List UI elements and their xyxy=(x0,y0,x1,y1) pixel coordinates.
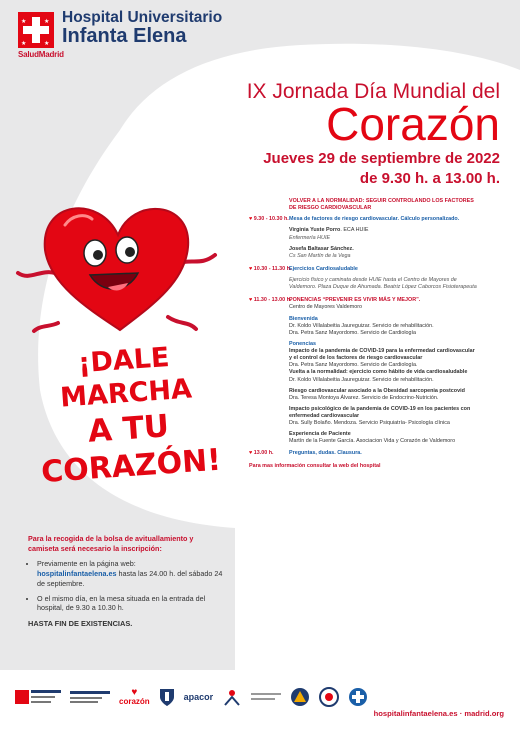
slogan-line1: ¡DALE xyxy=(77,341,171,380)
slogan-line2: MARCHA xyxy=(59,373,193,414)
team-logo-icon xyxy=(222,687,242,707)
registration-item-onsite: • O el mismo día, en la mesa situada en la entrada del hospital, de 9.30 a 10.30 h. xyxy=(37,594,223,613)
block3-title: PONENCIAS “PREVENIR ES VIVIR MÁS Y MEJOR”. xyxy=(289,297,421,304)
hospital-name-line2: Infanta Elena xyxy=(62,25,187,48)
block4-title: Preguntas, dudas. Clausura. xyxy=(289,449,362,456)
comunidad-madrid-logo-icon xyxy=(15,686,61,708)
salud-madrid-logo-icon xyxy=(18,12,54,48)
civil-protection-logo-icon xyxy=(290,687,310,707)
event-time: de 9.30 h. a 13.00 h. xyxy=(359,170,500,187)
svg-text:★: ★ xyxy=(21,40,27,47)
logo-caption: SaludMadrid xyxy=(18,50,64,59)
slogan xyxy=(30,339,224,491)
svg-text:★: ★ xyxy=(21,18,27,25)
heart-bullet-icon: ♥ xyxy=(249,297,253,304)
slogan-line4: CORAZÓN! xyxy=(40,442,223,491)
event-title-line1: IX Jornada Día Mundial del xyxy=(246,80,500,103)
sociedad-cardiologia-logo-icon xyxy=(70,686,110,708)
program-block-1: ♥ 9.30 - 10.30 h. Mesa de factores de riesgo cardiovascular. Cálculo personalizado. Virginia Yuste Porro. ECA HUIE Enfermería HUIE Josefa Baltasar Sánchez. Cs San Martín de la Vega xyxy=(249,216,504,260)
registration-link[interactable]: hospitalinfantaelena.es xyxy=(37,569,117,579)
emergency-logo-icon xyxy=(348,687,368,707)
heart-logo-icon: ♥ xyxy=(131,687,138,698)
program-schedule xyxy=(249,198,504,470)
heart-bullet-icon: ♥ xyxy=(249,216,253,223)
shield-logo-icon xyxy=(159,687,175,707)
running-heart-mascot-icon xyxy=(10,195,225,345)
program-block-4: ♥ 13.00 h. Preguntas, dudas. Clausura. xyxy=(249,450,504,457)
police-logo-icon xyxy=(319,687,339,707)
registration-heading: Para la recogida de la bolsa de avituallamiento y camiseta será necesario la inscripción: xyxy=(28,534,194,553)
fundacion-corazon-logo: ♥ corazón xyxy=(119,687,150,706)
block2-title: Ejercicios Cardiosaludable xyxy=(289,265,358,272)
heart-bullet-icon: ♥ xyxy=(249,449,253,456)
apacor-logo: apacor xyxy=(183,692,214,702)
heart-bullet-icon: ♥ xyxy=(249,265,253,272)
slogan-line3: A TU xyxy=(86,408,171,450)
more-info-text: Para mas información consultar la web del hospital xyxy=(249,462,381,469)
stock-note: HASTA FIN DE EXISTENCIAS. xyxy=(28,619,133,629)
event-title-line2: Corazón xyxy=(326,98,500,150)
program-heading: VOLVER A LA NORMALIDAD: SEGUIR CONTROLANDO LOS FACTORES DE RIESGO CARDIOVASCULAR xyxy=(289,198,474,212)
hospital-header xyxy=(18,9,223,59)
program-block-3: ♥ 11.30 - 13.00 h. PONENCIAS “PREVENIR ES VIVIR MÁS Y MEJOR”. Centro de Mayores Valdemoro Bienvenida Dr. Koldo Villalabeitia Jaureguizar. Servicio de rehabilitación. Dra. Petra Sanz Mayordomo. Servicio de Cardiología Ponencias Impacto de la pandemia de COVID-19 para la enfermedad cardiovascular y el control de los factores de riesgo cardiovascular Dra. Petra Sanz Mayordomo. Servicio de Cardiología. Vuelta a la normalidad: ejercicio como hábito de vida cardiosaludable Dr. Koldo Villalabeitia Jaureguizar. Servicio de rehabilitación. Riesgo cardiovascular asociado a la Obesidad sarcopenia postcovid Dra. Teresa Montoya Álvarez. Servicio de Endocrino-Nutrición. Impacto psicológico de la pandemia de COVID-19 en los pacientes con enfermedad cardiovascular Dra. Sully Bolaño. Mendoza. Servicio Psiquiatría- Psicología clínica Experiencia de Paciente Martín de la Fuente García. Asociacion Vida y Corazón de Valdemoro xyxy=(249,297,504,445)
svg-text:★: ★ xyxy=(44,40,50,47)
association-logo-icon xyxy=(251,687,281,707)
registration-info xyxy=(28,534,223,629)
block1-title: Mesa de factores de riesgo cardiovascular. Cálculo personalizado. xyxy=(289,216,460,223)
event-date: Jueves 29 de septiembre de 2022 xyxy=(263,150,500,167)
svg-text:★: ★ xyxy=(44,18,50,25)
footer-url[interactable]: hospitalinfantaelena.es · madrid.org xyxy=(373,709,504,718)
hospital-name-line1: Hospital Universitario xyxy=(62,9,223,26)
program-block-2: ♥ 10.30 - 11.30 h. Ejercicios Cardiosaludable Ejercicio físico y caminata desde HUIE hasta el Centro de Mayores de Valdemoro. Plaza Duque de Ahumada. Beatriz López Caborcos Fisioterapeuta xyxy=(249,266,504,291)
registration-item-web: • Previamente en la página web: hospitalinfantaelena.es hasta las 24.00 h. del sábado 24 de septiembre. xyxy=(37,559,223,588)
sponsor-logos xyxy=(15,686,368,708)
